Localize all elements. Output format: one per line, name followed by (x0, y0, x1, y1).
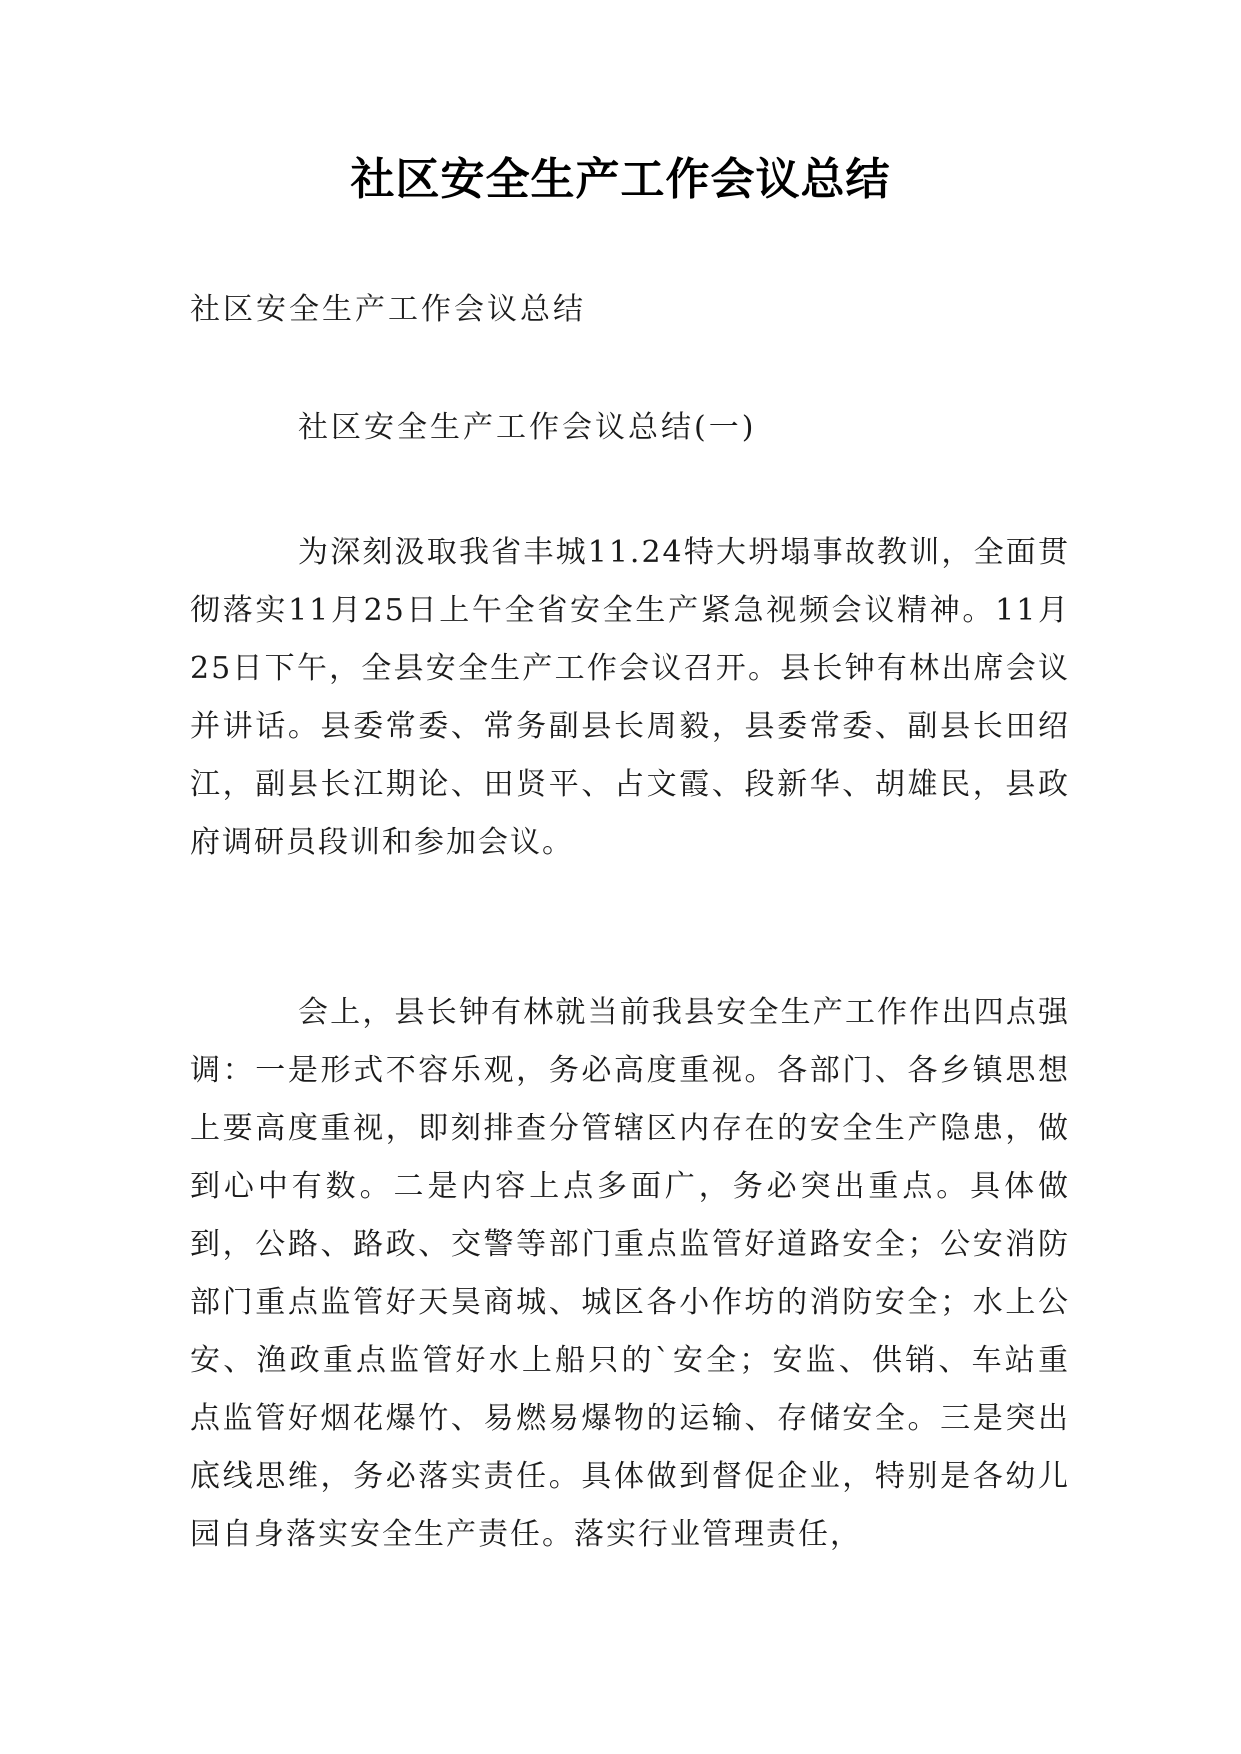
document-title: 社区安全生产工作会议总结 (350, 154, 891, 205)
document-subtitle: 社区安全生产工作会议总结 (190, 292, 586, 327)
body-paragraph-1: 为深刻汲取我省丰城11.24特大坍塌事故教训，全面贯彻落实11月25日上午全省安全生产紧急视频会议精神。11月25日下午，全县安全生产工作会议召开。县长钟有林出席会议并讲话。县委常委、常务副县长周毅，县委常委、副县长田绍江，副县长江期论、田贤平、占文霞、段新华、胡雄民，县政府调研员段训和参加会议。 (190, 535, 1070, 860)
section-heading: 社区安全生产工作会议总结(一) (298, 410, 757, 445)
body-paragraph-2: 会上，县长钟有林就当前我县安全生产工作作出四点强调：一是形式不容乐观，务必高度重视。各部门、各乡镇思想上要高度重视，即刻排查分管辖区内存在的安全生产隐患，做到心中有数。二是内容上点多面广，务必突出重点。具体做到，公路、路政、交警等部门重点监管好道路安全；公安消防部门重点监管好天昊商城、城区各小作坊的消防安全；水上公安、渔政重点监管好水上船只的`安全；安监、供销、车站重点监管好烟花爆竹、易燃易爆物的运输、存储安全。三是突出底线思维，务必落实责任。具体做到督促企业，特别是各幼儿园自身落实安全生产责任。落实行业管理责任， (190, 995, 1070, 1552)
